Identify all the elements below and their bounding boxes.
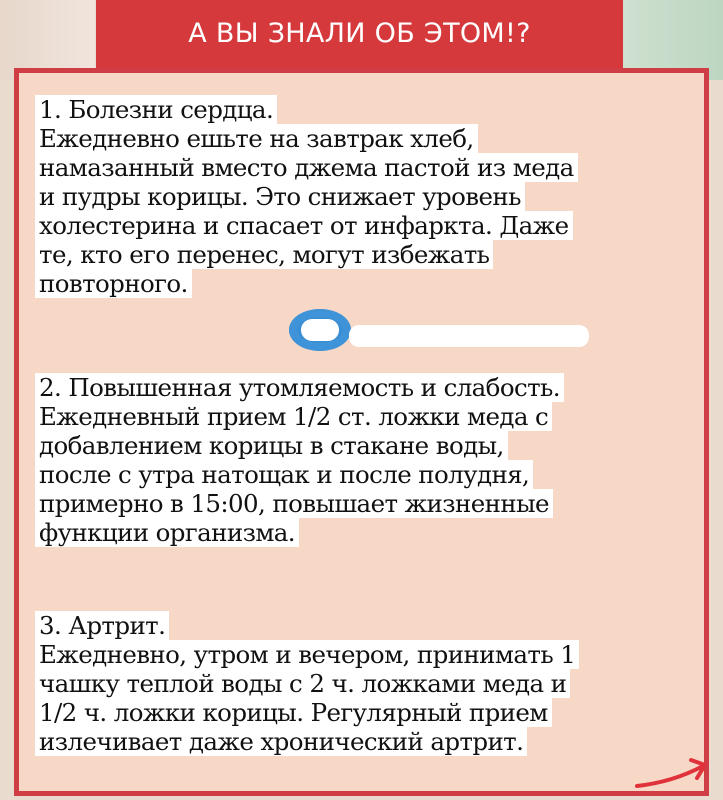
section-line: и пудры корицы. Это снижает уровень xyxy=(35,182,525,211)
section-arthritis xyxy=(39,611,694,756)
section-line: излечивает даже хронический артрит. xyxy=(35,727,527,756)
section-title: 1. Болезни сердца. xyxy=(35,95,277,124)
section-line: функции организма. xyxy=(35,518,299,547)
section-line: те, кто его перенес, могут избежать xyxy=(35,240,493,269)
section-line: намазанный вместо джема пастой из меда xyxy=(35,153,578,182)
section-line: Ежедневный прием 1/2 ст. ложки меда с xyxy=(35,402,552,431)
section-line: чашку теплой воды с 2 ч. ложками меда и xyxy=(35,669,570,698)
section-line: добавлением корицы в стакане воды, xyxy=(35,431,508,460)
section-line: повторного. xyxy=(35,269,192,298)
section-heart-disease xyxy=(39,95,694,298)
cloud-sticker-icon xyxy=(289,309,351,351)
section-line: Ежедневно ешьте на завтрак хлеб, xyxy=(35,124,478,153)
section-title: 3. Артрит. xyxy=(35,611,169,640)
section-line: после с утра натощак и после полудня, xyxy=(35,460,533,489)
page-title: А ВЫ ЗНАЛИ ОБ ЭТОМ!? xyxy=(96,0,623,68)
section-line: примерно в 15:00, повышает жизненные xyxy=(35,489,553,518)
section-line: холестерина и спасает от инфаркта. Даже xyxy=(35,211,573,240)
section-line: 1/2 ч. ложки корицы. Регулярный прием xyxy=(35,698,552,727)
section-title: 2. Повышенная утомляемость и слабость. xyxy=(35,373,564,402)
red-arrow-icon xyxy=(633,752,713,792)
info-card xyxy=(14,68,709,796)
section-line: Ежедневно, утром и вечером, принимать 1 xyxy=(35,640,579,669)
blurred-overlay xyxy=(349,325,589,347)
section-fatigue xyxy=(39,373,694,547)
